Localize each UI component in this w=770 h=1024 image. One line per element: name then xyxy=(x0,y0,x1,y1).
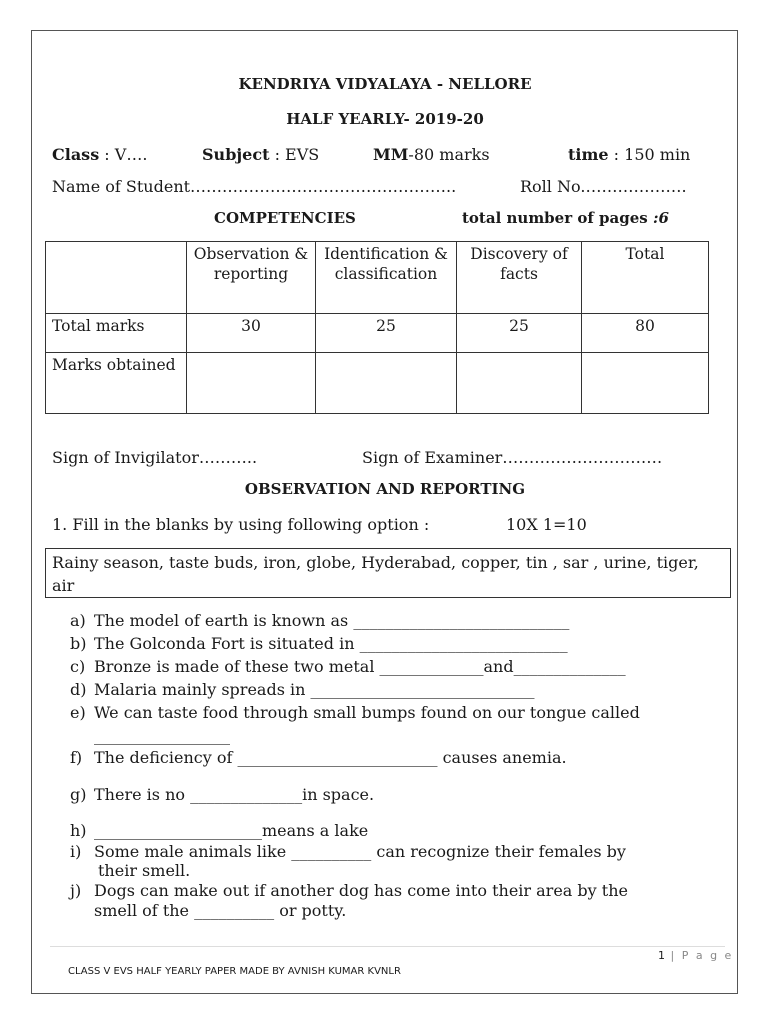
table-header-cell: Identification & classification xyxy=(316,242,457,314)
page-number: 1 | P a g e xyxy=(658,949,734,962)
list-item-continuation: smell of the __________ or potty. xyxy=(94,901,347,920)
list-item-continuation: their smell. xyxy=(98,861,191,880)
list-item: c) Bronze is made of these two metal _____________and______________ xyxy=(70,657,626,676)
table-cell: 25 xyxy=(316,314,457,353)
table-header-row xyxy=(46,242,709,314)
table-row-label: Total marks xyxy=(46,314,187,353)
max-marks-field: MM-80 marks xyxy=(373,145,490,164)
table-cell xyxy=(457,353,582,414)
table-row-label: Marks obtained xyxy=(46,353,187,414)
time-field: time : 150 min xyxy=(568,145,691,164)
question-1-text: 1. Fill in the blanks by using following option : xyxy=(52,515,430,534)
table-row xyxy=(46,314,709,353)
table-cell: 25 xyxy=(457,314,582,353)
table-row xyxy=(46,353,709,414)
table-cell xyxy=(187,353,316,414)
competencies-table xyxy=(45,241,709,414)
options-box: Rainy season, taste buds, iron, globe, Hyderabad, copper, tin , sar , urine, tiger, air xyxy=(45,548,731,598)
footer-credit: CLASS V EVS HALF YEARLY PAPER MADE BY AVNISH KUMAR KVNLR xyxy=(68,966,401,977)
table-cell xyxy=(316,353,457,414)
table-cell: 80 xyxy=(582,314,709,353)
examiner-sign: Sign of Examiner………………………… xyxy=(362,448,663,467)
school-title: KENDRIYA VIDYALAYA - NELLORE xyxy=(238,75,532,93)
roll-no-field: Roll No.………………. xyxy=(520,177,687,196)
list-item: b) The Golconda Fort is situated in __________________________ xyxy=(70,634,568,653)
list-item: d) Malaria mainly spreads in ____________________________ xyxy=(70,680,535,699)
list-item: g) There is no ______________in space. xyxy=(70,785,375,804)
list-item: a) The model of earth is known as ___________________________ xyxy=(70,611,570,630)
table-header-cell xyxy=(46,242,187,314)
list-item-continuation: _________________ xyxy=(94,726,230,745)
question-1-marks: 10X 1=10 xyxy=(506,515,587,534)
section-title: OBSERVATION AND REPORTING xyxy=(244,480,526,498)
table-cell: 30 xyxy=(187,314,316,353)
exam-title: HALF YEARLY- 2019-20 xyxy=(286,110,484,128)
list-item: i) Some male animals like __________ can recognize their females by xyxy=(70,842,626,861)
footer-divider xyxy=(50,946,725,947)
list-item: e) We can taste food through small bumps found on our tongue called xyxy=(70,703,640,722)
table-header-cell: Observation & reporting xyxy=(187,242,316,314)
list-item: j) Dogs can make out if another dog has come into their area by the xyxy=(70,881,628,900)
subject-field: Subject : EVS xyxy=(202,145,320,164)
table-header-cell: Total xyxy=(582,242,709,314)
table-header-cell: Discovery of facts xyxy=(457,242,582,314)
competencies-title: COMPETENCIES xyxy=(214,209,356,227)
table-cell xyxy=(582,353,709,414)
list-item: f) The deficiency of _________________________ causes anemia. xyxy=(70,748,567,767)
invigilator-sign: Sign of Invigilator……….. xyxy=(52,448,258,467)
student-name-field: Name of Student………………………………………….. xyxy=(52,177,457,196)
total-pages: total number of pages :6 xyxy=(462,209,669,227)
class-field: Class : V…. xyxy=(52,145,148,164)
list-item: h) _____________________means a lake xyxy=(70,821,369,840)
